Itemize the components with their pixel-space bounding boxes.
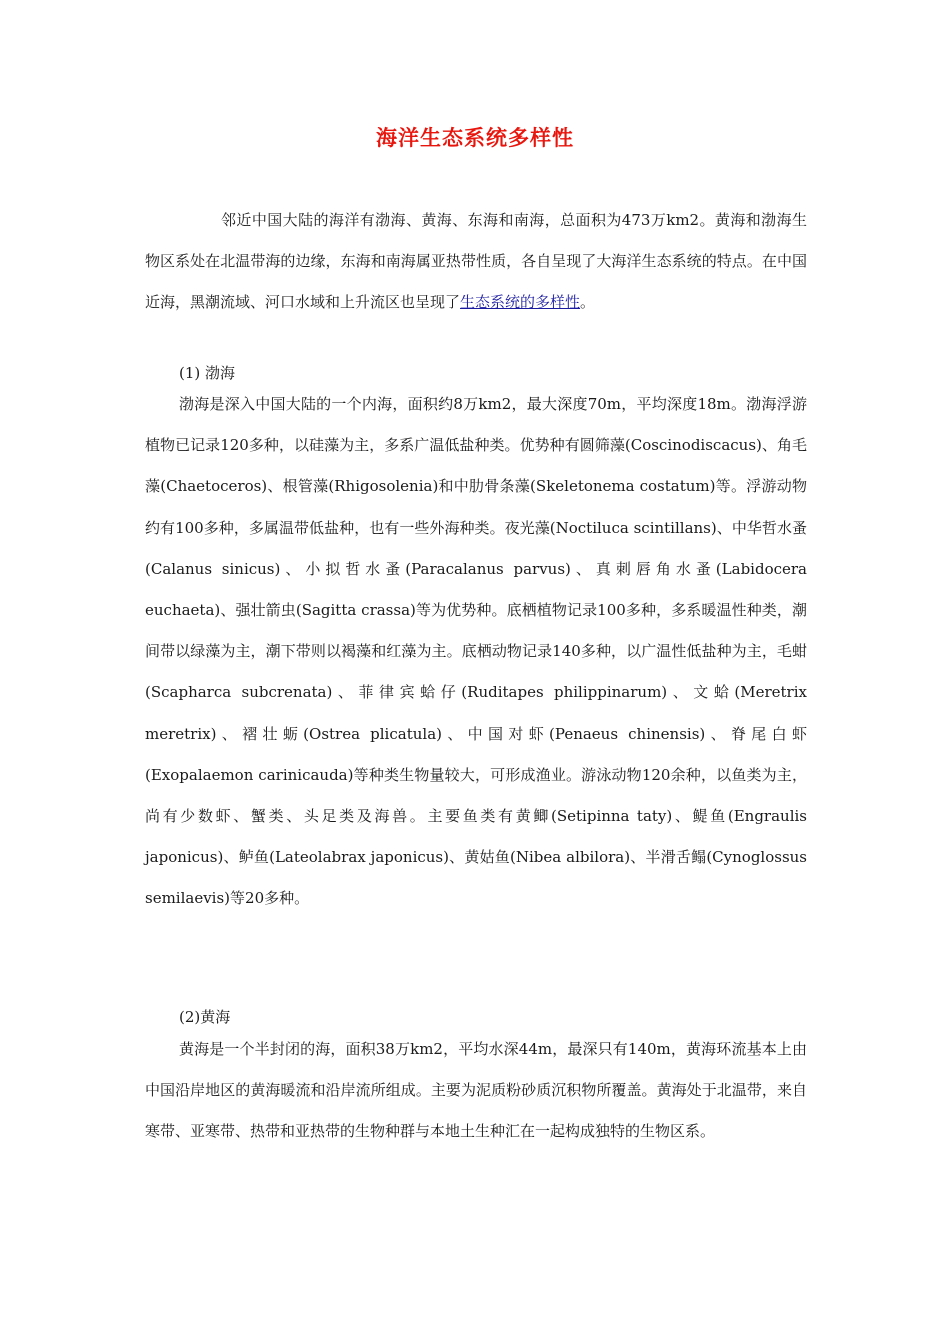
- section-body-huanghai: 黄海是一个半封闭的海，面积38万km2，平均水深44m，最深只有140m，黄海环流基本上由中国沿岸地区的黄海暖流和沿岸流所组成。主要为泥质粉砂质沉积物所覆盖。黄海处于北温带，来自寒带、亚寒带、热带和亚热带的生物种群与本地土生种汇在一起构成独特的生物区系。: [145, 1040, 807, 1141]
- biodiversity-link[interactable]: 生态系统的多样性: [460, 293, 581, 312]
- intro-text-end: 。: [580, 293, 596, 312]
- intro-text: 邻近中国大陆的海洋有渤海、黄海、东海和南海，总面积为473万km2。黄海和渤海生物区系处在北温带海的边缘，东海和南海属亚热带性质，各自呈现了大海洋生态系统的特点。在中国近海，黑潮流域、河口水域和上升流区也呈现了: [145, 211, 807, 312]
- section-heading-huanghai: (2)黄海: [179, 1008, 231, 1026]
- section-heading-bohai: (1) 渤海: [179, 364, 236, 382]
- intro-paragraph: [145, 200, 807, 324]
- section-body-bohai: 渤海是深入中国大陆的一个内海，面积约8万km2，最大深度70m，平均深度18m。渤海浮游植物已记录120多种，以硅藻为主，多系广温低盐种类。优势种有圆筛藻(Coscinodiscacus)、角毛藻(Chaetoceros)、根管藻(Rhigosolenia)和中肋骨条藻(Skeletonema costatum)等。浮游动物约有100多种，多属温带低盐种，也有一些外海种类。夜光藻(Noctiluca scintillans)、中华哲水蚤(Calanus sinicus)、小拟哲水蚤(Paracalanus parvus)、真刺唇角水蚤(Labidocera euchaeta)、强壮箭虫(Sagitta crassa)等为优势种。底栖植物记录100多种，多系暖温性种类，潮间带以绿藻为主，潮下带则以褐藻和红藻为主。底栖动物记录140多种，以广温性低盐种为主，毛蚶(Scapharca subcrenata)、菲律宾蛤仔(Ruditapes philippinarum)、文蛤(Meretrix meretrix)、褶壮蛎(Ostrea plicatula)、中国对虾(Penaeus chinensis)、脊尾白虾(Exopalaemon carinicauda)等种类生物量较大，可形成渔业。游泳动物120余种，以鱼类为主，尚有少数虾、蟹类、头足类及海兽。主要鱼类有黄鲫(Setipinna taty)、鳀鱼(Engraulis japonicus)、鲈鱼(Lateolabrax japonicus)、黄姑鱼(Nibea albilora)、半滑舌鳎(Cynoglossus semilaevis)等20多种。: [145, 395, 807, 908]
- page-title: 海洋生态系统多样性: [376, 126, 574, 150]
